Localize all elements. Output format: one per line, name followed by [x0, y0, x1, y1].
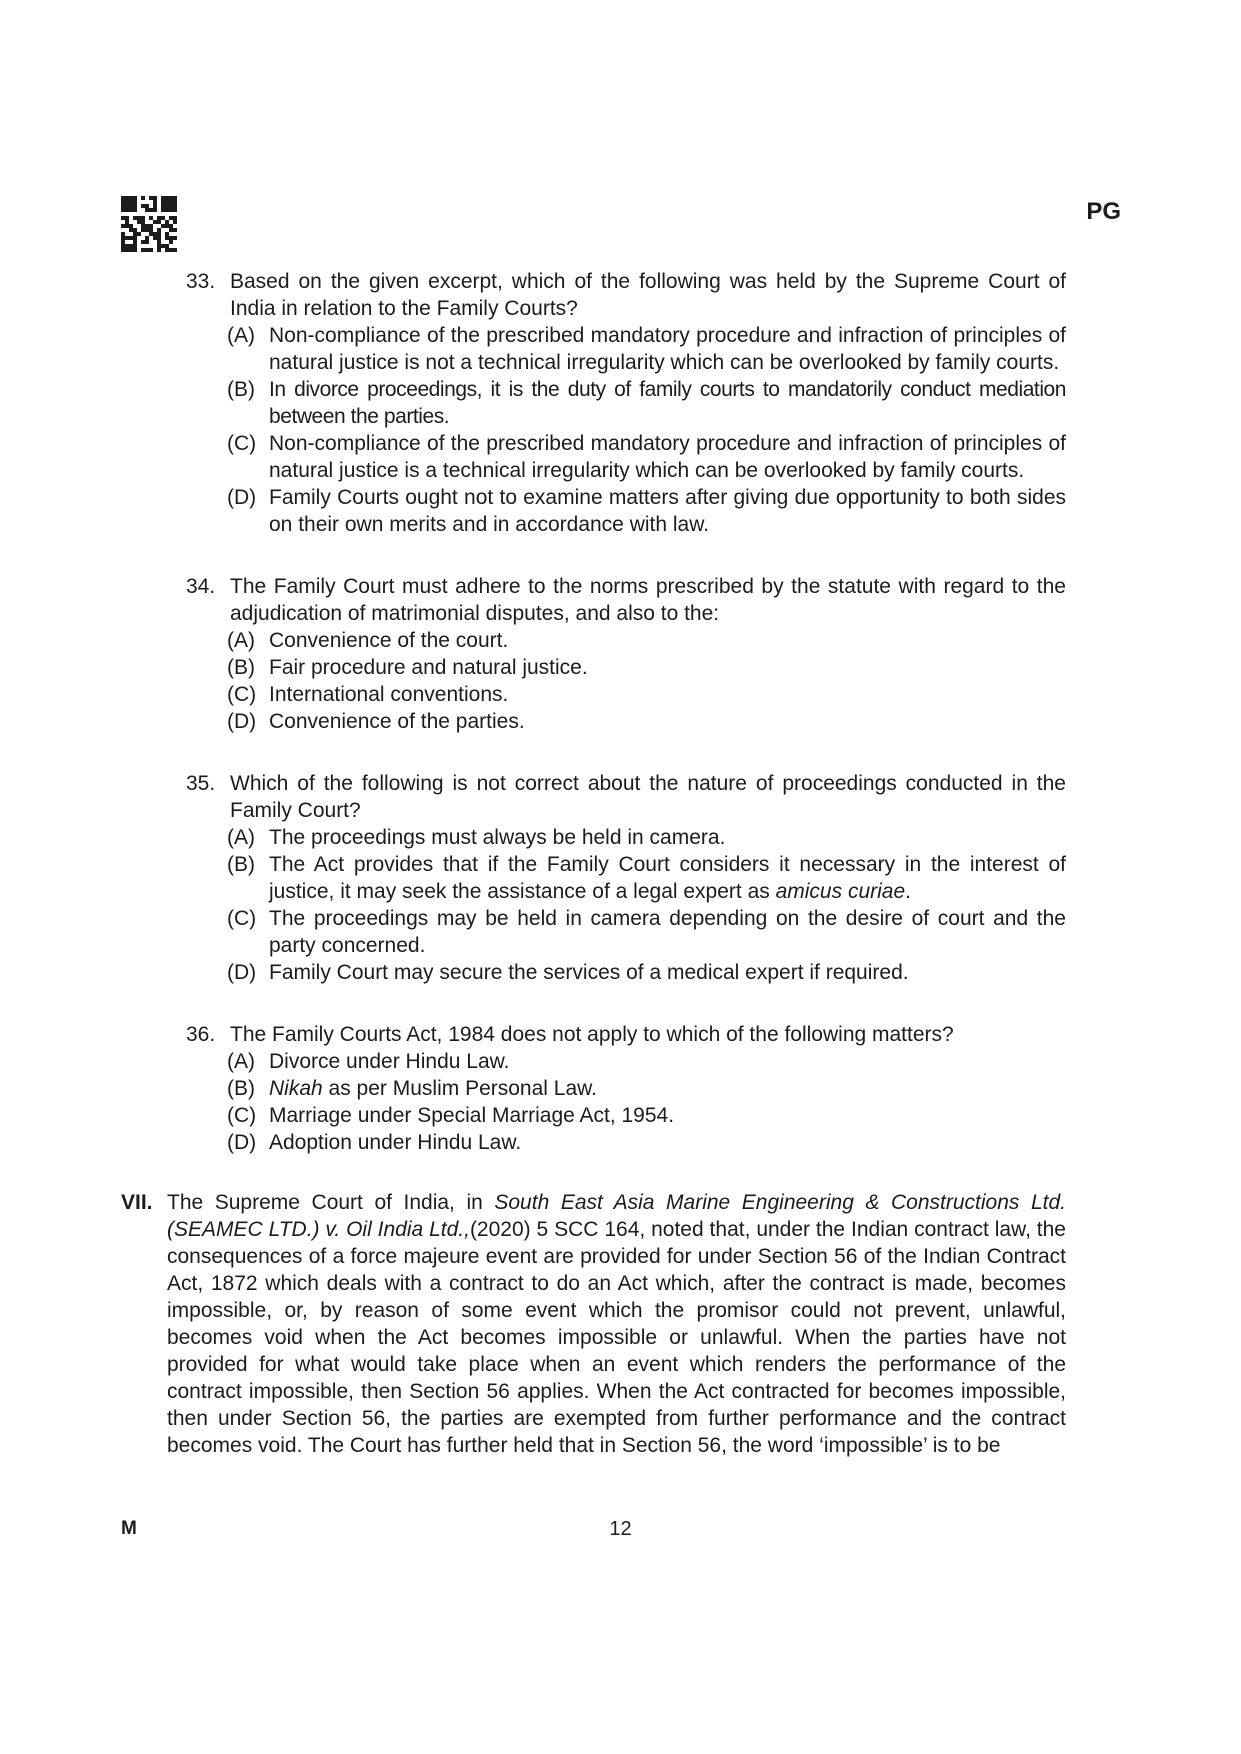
option-text: Non-compliance of the prescribed mandatory procedure and infraction of principles of natural justice is not a technical irregularity which can be overlooked by family courts.: [269, 324, 1066, 374]
options-list: [227, 322, 1066, 538]
option-text: Family Court may secure the services of a medical expert if required.: [269, 961, 909, 984]
option-label: (A): [227, 324, 255, 347]
question-number: 33.: [186, 270, 216, 293]
qr-code-icon: [121, 196, 177, 252]
option-text: Marriage under Special Marriage Act, 1954.: [269, 1104, 675, 1127]
question-text: The Family Court must adhere to the norms prescribed by the statute with regard to the adjudication of matrimonial disputes, and also to the:: [230, 575, 1066, 625]
italic-term: Nikah: [269, 1077, 323, 1100]
option-a: [227, 824, 1066, 851]
option-a: [227, 627, 1066, 654]
question-35: [186, 770, 1066, 986]
option-label: (A): [227, 629, 255, 652]
option-d: [227, 1129, 1066, 1156]
case-name: South East Asia Marine Engineering & Constructions Ltd. (SEAMEC LTD.) v. Oil India Ltd.,: [167, 1191, 1066, 1241]
option-text: Family Courts ought not to examine matters after giving due opportunity to both sides on their own merits and in accordance with law.: [269, 486, 1066, 536]
question-text: Based on the given excerpt, which of the following was held by the Supreme Court of India in relation to the Family Courts?: [230, 270, 1066, 320]
option-text: Adoption under Hindu Law.: [269, 1131, 522, 1154]
option-d: [227, 959, 1066, 986]
option-a: [227, 322, 1066, 376]
question-34: [186, 573, 1066, 735]
option-a: [227, 1048, 1066, 1075]
option-d: [227, 484, 1066, 538]
option-text: Fair procedure and natural justice.: [269, 656, 588, 679]
option-text: Convenience of the court.: [269, 629, 509, 652]
option-text: Convenience of the parties.: [269, 710, 525, 733]
option-b: [227, 376, 1066, 430]
page-content: [0, 268, 1241, 1459]
option-label: (A): [227, 826, 255, 849]
options-list: [227, 1048, 1066, 1156]
option-text: Non-compliance of the prescribed mandatory procedure and infraction of principles of natural justice is a technical irregularity which can be overlooked by family courts.: [269, 432, 1066, 482]
option-label: (C): [227, 432, 257, 455]
option-text-part: The Act provides that if the Family Court considers it necessary in the interest of justice, it may seek the assistance of a legal expert as: [269, 853, 1066, 903]
option-label: (C): [227, 1104, 257, 1127]
passage-vii: [121, 1189, 1066, 1459]
option-b: [227, 1075, 1066, 1102]
option-text: In divorce proceedings, it is the duty of family courts to mandatorily conduct mediation between the parties.: [269, 378, 1066, 428]
option-c: [227, 681, 1066, 708]
series-code: M: [121, 1518, 137, 1539]
option-label: (B): [227, 656, 255, 679]
option-label: (B): [227, 378, 255, 401]
option-label: (D): [227, 961, 257, 984]
option-label: (B): [227, 853, 255, 876]
question-number: 35.: [186, 772, 216, 795]
option-b: [227, 654, 1066, 681]
question-36: [186, 1021, 1066, 1156]
option-text: Divorce under Hindu Law.: [269, 1050, 510, 1073]
passage-text: [167, 1189, 1066, 1459]
question-text: The Family Courts Act, 1984 does not apply to which of the following matters?: [230, 1023, 954, 1046]
option-label: (D): [227, 486, 257, 509]
paper-code: PG: [1086, 198, 1121, 225]
question-number: 34.: [186, 575, 216, 598]
option-label: (D): [227, 1131, 257, 1154]
option-text: [269, 851, 1066, 905]
option-text: The proceedings must always be held in camera.: [269, 826, 726, 849]
question-33: [186, 268, 1066, 538]
option-label: (B): [227, 1077, 255, 1100]
option-text-part: .: [905, 880, 911, 903]
option-label: (C): [227, 683, 257, 706]
question-text: Which of the following is not correct about the nature of proceedings conducted in the Family Court?: [230, 772, 1066, 822]
options-list: [227, 627, 1066, 735]
question-number: 36.: [186, 1023, 216, 1046]
option-d: [227, 708, 1066, 735]
option-c: [227, 430, 1066, 484]
option-c: [227, 1102, 1066, 1129]
passage-intro: The Supreme Court of India, in: [167, 1191, 495, 1214]
options-list: [227, 824, 1066, 986]
option-text: [269, 1075, 1066, 1102]
option-c: [227, 905, 1066, 959]
option-b: [227, 851, 1066, 905]
page-number: 12: [609, 1518, 632, 1540]
option-text: International conventions.: [269, 683, 509, 706]
option-text-part: as per Muslim Personal Law.: [322, 1077, 597, 1100]
italic-term: amicus curiae: [775, 880, 906, 903]
option-label: (D): [227, 710, 257, 733]
passage-number: VII.: [121, 1191, 153, 1214]
option-label: (C): [227, 907, 257, 930]
option-text: The proceedings may be held in camera depending on the desire of court and the party concerned.: [269, 907, 1066, 957]
option-label: (A): [227, 1050, 255, 1073]
passage-body: (2020) 5 SCC 164, noted that, under the Indian contract law, the consequences of a force majeure event are provided for under Section 56 of the Indian Contract Act, 1872 which deals with a contract to do an Act which, after the contract is made, becomes impossible, or, by reason of some event which the promisor could not prevent, unlawful, becomes void when the Act becomes impossible or unlawful. When the parties have not provided for what would take place when an event which renders the performance of the contract impossible, then Section 56 applies. When the Act contracted for becomes impossible, then under Section 56, the parties are exempted from further performance and the contract becomes void. The Court has further held that in Section 56, the word ‘impossible’ is to be: [167, 1218, 1066, 1457]
